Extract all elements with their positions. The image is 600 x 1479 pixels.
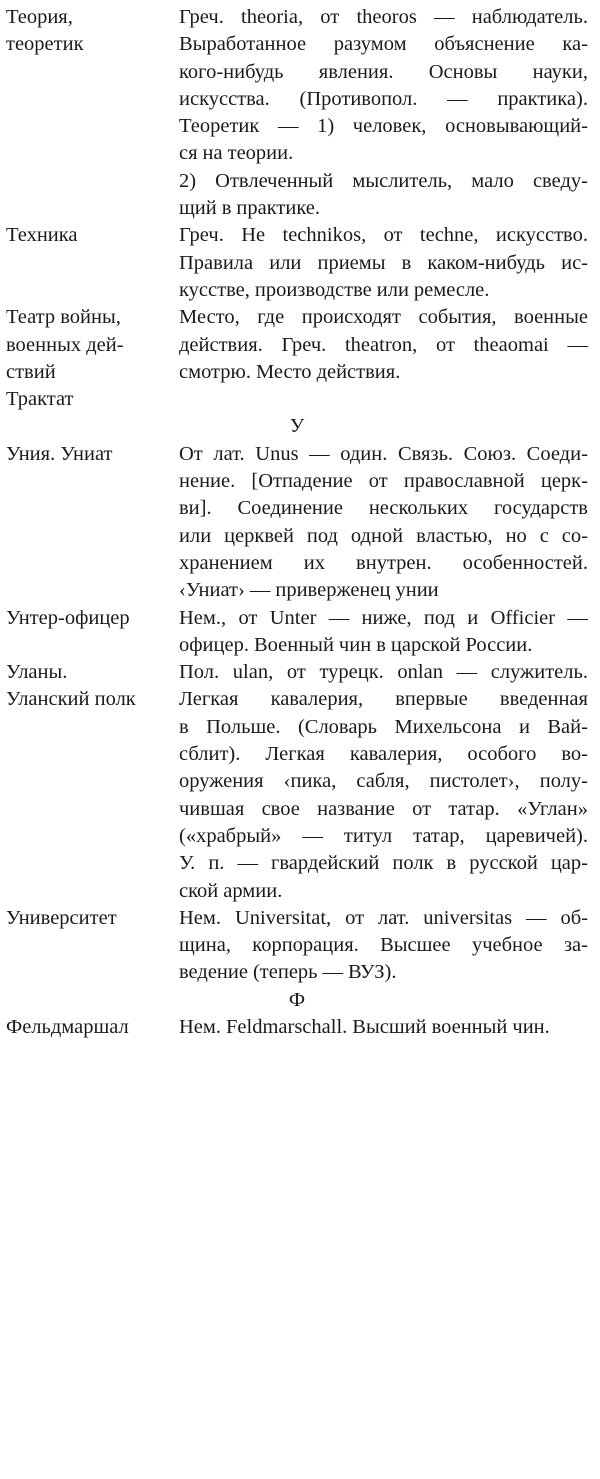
entry-definition [179, 222, 588, 304]
entry-term [0, 1014, 179, 1041]
entry-term [0, 222, 179, 249]
definition-line: Теоретик — 1) человек, основывающий- [179, 115, 588, 138]
definition-line: кого-нибудь явления. Основы науки, [179, 60, 588, 83]
definition-line: действия. Греч. theatron, от theaomai — [179, 333, 588, 356]
definition-line: ся на теории. [179, 142, 294, 165]
definition-line: Легкая кавалерия, впервые введенная [179, 688, 588, 711]
term-line: Фельдмаршал [6, 1015, 129, 1038]
section-letter: У [289, 415, 305, 438]
term-line: Унтер-офицер [6, 606, 130, 629]
definition-line: Пол. ulan, от турецк. onlan — служитель. [179, 661, 588, 684]
definition-line: Нем. Feldmarschall. Высший военный чин. [179, 1015, 550, 1038]
definition-line: или церквей под одной властью, но с со- [179, 524, 588, 547]
definition-line: чившая свое название от татар. «Углан» [179, 797, 588, 820]
definition-line: кусстве, производстве или ремесле. [179, 278, 490, 301]
section-letter: Ф [288, 988, 306, 1011]
glossary-entry-traktat [0, 386, 600, 413]
term-line: Театр войны, [6, 306, 121, 329]
definition-line: искусства. (Противопол. — практика). [179, 87, 588, 110]
glossary-entry-universitet [0, 905, 600, 987]
section-letter-f [0, 987, 600, 1014]
entry-term [0, 605, 179, 632]
definition-line: ‹Униат› — приверженец унии [179, 579, 439, 602]
glossary-entry-unter-ofitser [0, 605, 600, 660]
definition-line: Выработанное разумом объяснение ка- [179, 33, 588, 56]
glossary-entry-teatr-voyny [0, 304, 600, 386]
term-line: военных дей- [6, 333, 124, 356]
definition-line: в Польше. (Словарь Михельсона и Вай- [179, 715, 588, 738]
definition-line: смотрю. Место действия. [179, 360, 401, 383]
entry-definition [179, 605, 588, 660]
definition-line: У. п. — гвардейский полк в русской цар- [179, 852, 588, 875]
entry-definition [179, 441, 588, 605]
entry-definition [179, 905, 588, 987]
term-line: Уланы. [6, 661, 68, 684]
glossary-entry-teoriya [0, 4, 600, 222]
definition-line: сблит). Легкая кавалерия, особого во- [179, 743, 588, 766]
definition-line: Правила или приемы в каком-нибудь ис- [179, 251, 588, 274]
term-line: ствий [6, 360, 56, 383]
definition-line: Нем., от Unter — ниже, под и Officier — [179, 606, 588, 629]
glossary-entry-ulany [0, 659, 600, 905]
entry-definition [179, 1014, 588, 1041]
term-line: Теория, [6, 6, 73, 28]
definition-line: щина, корпорация. Высшее учебное за- [179, 934, 588, 957]
definition-line: Нем. Universitat, от лат. universitas — об- [179, 906, 588, 929]
glossary-entry-tekhnika [0, 222, 600, 304]
entry-term [0, 304, 179, 386]
definition-line: ведение (теперь — ВУЗ). [179, 961, 397, 984]
term-line: Техника [6, 224, 78, 247]
entry-term [0, 4, 179, 59]
term-line: Уланский полк [6, 688, 136, 711]
definition-line: щий в практике. [179, 197, 321, 220]
definition-line: («храбрый» — титул татар, царевичей). [179, 824, 588, 847]
entry-definition [179, 4, 588, 222]
definition-line: ви]. Соединение нескольких государств [179, 497, 588, 520]
section-letter-u [0, 413, 600, 440]
definition-line: нение. [Отпадение от православной церк- [179, 470, 588, 493]
definition-line: офицер. Военный чин в царской России. [179, 633, 533, 656]
term-line: теоретик [6, 33, 84, 56]
definition-line: хранением их внутрен. особенностей. [179, 551, 588, 574]
term-line: Университет [6, 906, 117, 929]
definition-line: Греч. theoria, от theoros — наблюдатель. [179, 6, 588, 28]
definition-line: оружения ‹пика, сабля, пистолет›, полу- [179, 770, 588, 793]
term-line: Уния. Униат [6, 442, 113, 465]
glossary-entry-feldmarshal [0, 1014, 600, 1041]
entry-definition [179, 659, 588, 905]
entry-definition [179, 304, 588, 386]
definition-line: От лат. Unus — один. Связь. Союз. Соеди- [179, 442, 588, 465]
entry-term [0, 659, 179, 714]
definition-line: ской армии. [179, 879, 283, 902]
definition-line: 2) Отвлеченный мыслитель, мало сведу- [179, 169, 588, 192]
entry-term [0, 905, 179, 932]
term-line: Трактат [6, 388, 74, 411]
definition-line: Место, где происходят события, военные [179, 306, 588, 329]
glossary-entry-uniya [0, 441, 600, 605]
entry-term [0, 441, 179, 468]
definition-line: Греч. He technikos, от techne, искусство. [179, 224, 588, 247]
glossary-page [0, 4, 600, 1041]
entry-term [0, 386, 179, 413]
